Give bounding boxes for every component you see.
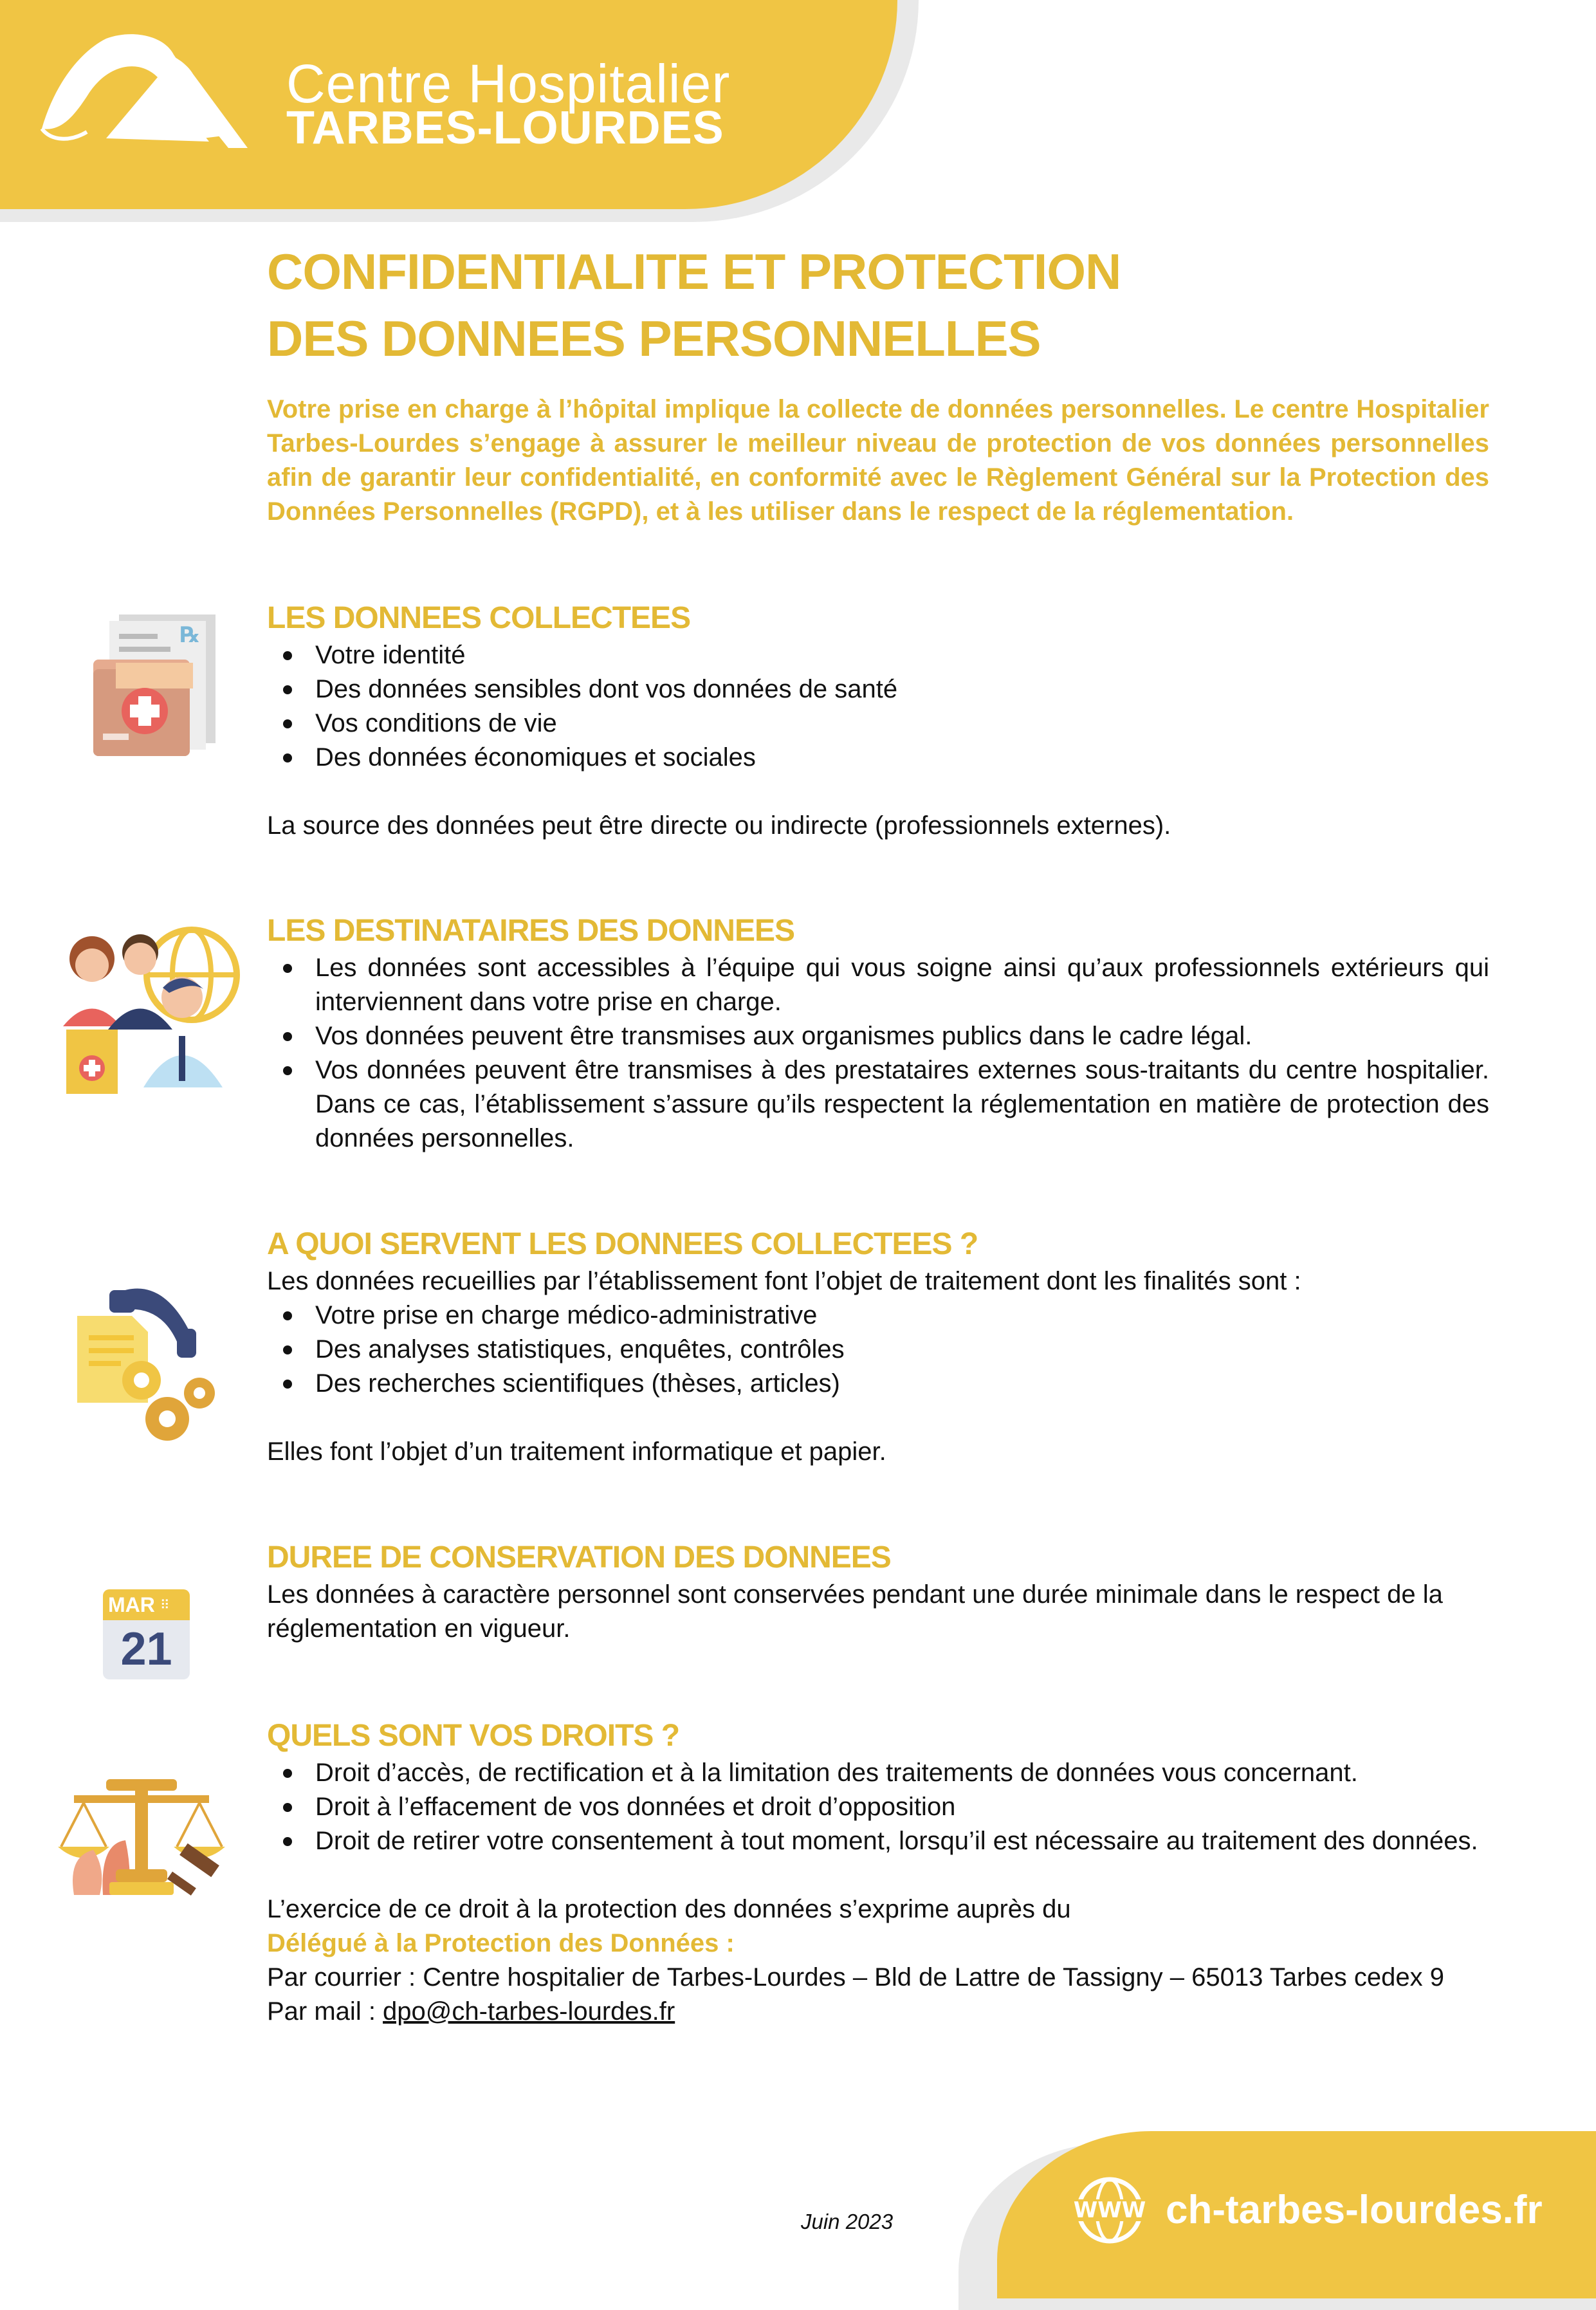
list-item: Des analyses statistiques, enquêtes, contrôles (315, 1333, 1489, 1367)
section-collected-data (267, 598, 1489, 843)
footer-website[interactable] (1068, 2175, 1543, 2246)
bullet-list (267, 1298, 1489, 1401)
website-url[interactable]: ch-tarbes-lourdes.fr (1166, 2188, 1543, 2232)
section-title: DUREE DE CONSERVATION DES DONNEES (267, 1540, 891, 1575)
section-title: QUELS SONT VOS DROITS ? (267, 1719, 680, 1753)
list-item: Les données sont accessibles à l’équipe qui vous soigne ainsi qu’aux professionnels extérieurs qui interviennent dans votre prise en charge. (315, 951, 1489, 1019)
postal-address: Par courrier : Centre hospitalier de Tarbes-Lourdes – Bld de Lattre de Tassigny – 65013 Tarbes cedex 9 (267, 1963, 1444, 1991)
dpo-email-link[interactable]: dpo@ch-tarbes-lourdes.fr (383, 1997, 675, 2026)
calendar-icon: MAR ⠿ 21 (103, 1589, 190, 1679)
page-title (267, 238, 1489, 372)
brand-name: Centre Hospitalier (286, 53, 731, 114)
email-label: Par mail : (267, 1997, 383, 2026)
recipients-group-icon (57, 917, 243, 1104)
hospital-logo (35, 26, 286, 154)
processing-type-text: Elles font l’objet d’un traitement informatique et papier. (267, 1437, 886, 1466)
svg-text:WWW: WWW (1073, 2197, 1146, 2223)
bullet-list (267, 638, 1489, 775)
list-item: Votre prise en charge médico-administrative (315, 1298, 1489, 1333)
list-item: Des recherches scientifiques (thèses, articles) (315, 1367, 1489, 1401)
calendar-month: MAR (108, 1593, 155, 1616)
svg-text:℞: ℞ (180, 622, 200, 648)
list-item: Droit d’accès, de rectification et à la limitation des traitements de données vous concernant. (315, 1756, 1489, 1790)
list-item: Vos données peuvent être transmises à des prestataires externes sous-traitants du centre hospitalier. Dans ce cas, l’établissement s’assure qu’ils respectent la réglementation en matière de protection des données personnelles. (315, 1053, 1489, 1156)
page-title-line1: CONFIDENTIALITE ET PROTECTION (267, 243, 1121, 300)
data-source-text: La source des données peut être directe ou indirecte (professionnels externes). (267, 811, 1171, 840)
justice-scale-icon (55, 1779, 228, 1898)
list-item: Des données économiques et sociales (315, 741, 1489, 775)
purposes-lead: Les données recueillies par l’établissement font l’objet de traitement dont les finalités sont : (267, 1267, 1301, 1295)
brand-city: TARBES-LOURDES (286, 102, 724, 154)
section-purposes (267, 1224, 1489, 1469)
list-item: Vos données peuvent être transmises aux organismes publics dans le cadre légal. (315, 1019, 1489, 1053)
section-title: LES DONNEES COLLECTEES (267, 601, 691, 635)
bullet-list (267, 951, 1489, 1156)
section-recipients (267, 911, 1489, 1156)
medical-folder-icon (90, 611, 219, 759)
bullet-list (267, 1756, 1489, 1858)
data-processing-icon (71, 1280, 225, 1448)
list-item: Des données sensibles dont vos données de santé (315, 672, 1489, 707)
section-title: A QUOI SERVENT LES DONNEES COLLECTEES ? (267, 1227, 978, 1261)
list-item: Votre identité (315, 638, 1489, 672)
section-rights (267, 1716, 1489, 2029)
intro-paragraph: Votre prise en charge à l’hôpital implique la collecte de données personnelles. Le centre Hospitalier Tarbes-Lourdes s’engage à assurer le meilleur niveau de protection de vos données personnelles afin de garantir leur confidentialité, en conformité avec le Règlement Général sur la Protection des Données Personnelles (RGPD), et à les utiliser dans le respect de la réglementation. (267, 395, 1489, 526)
email-contact (267, 1995, 1489, 2029)
list-item: Vos conditions de vie (315, 707, 1489, 741)
rights-exercise-text: L’exercice de ce droit à la protection des données s’exprime auprès du (267, 1895, 1071, 1923)
calendar-day: 21 (120, 1623, 172, 1675)
section-title: LES DESTINATAIRES DES DONNEES (267, 914, 794, 948)
dpo-label: Délégué à la Protection des Données : (267, 1929, 735, 1957)
publication-date: Juin 2023 (801, 2210, 894, 2233)
globe-www-icon (1068, 2175, 1151, 2246)
list-item: Droit à l’effacement de vos données et droit d’opposition (315, 1790, 1489, 1824)
page-title-line2: DES DONNEES PERSONNELLES (267, 310, 1041, 367)
retention-text: Les données à caractère personnel sont conservées pendant une durée minimale dans le respect de la réglementation en vigueur. (267, 1580, 1443, 1643)
list-item: Droit de retirer votre consentement à tout moment, lorsqu’il est nécessaire au traitement des données. (315, 1824, 1489, 1858)
section-retention (267, 1538, 1489, 1646)
